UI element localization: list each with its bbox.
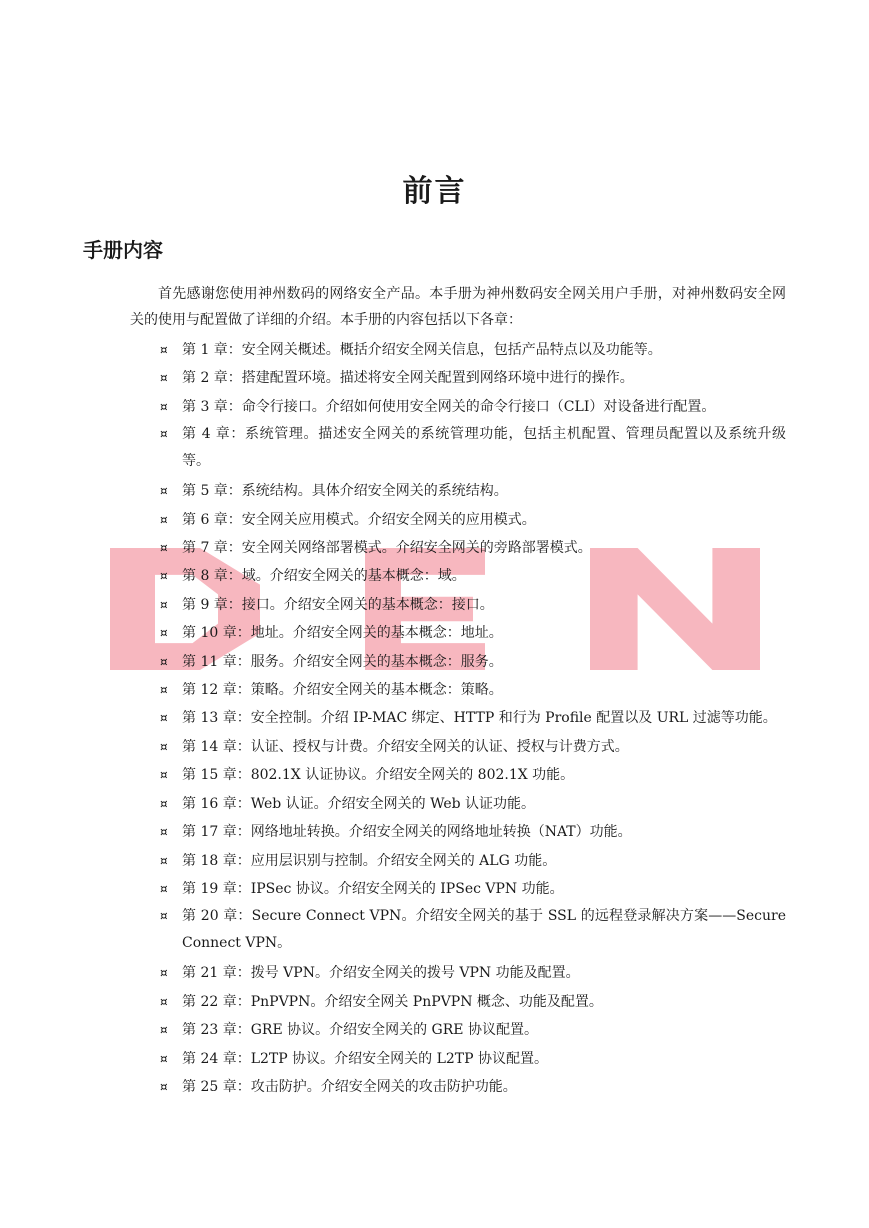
chapter-list-item [130, 676, 786, 704]
chapter-text: 第 13 章：安全控制。介绍 IP-MAC 绑定、HTTP 和行为 Profile 配置以及 URL 过滤等功能。 [182, 710, 777, 727]
chapter-list-item [130, 847, 786, 875]
chapter-text: 第 4 章：系统管理。描述安全网关的系统管理功能，包括主机配置、管理员配置以及系统升级等。 [182, 426, 786, 470]
bullet-icon: ¤ [160, 1079, 168, 1094]
chapter-text: 第 7 章：安全网关网络部署模式。介绍安全网关的旁路部署模式。 [182, 540, 592, 557]
chapter-list-item [130, 591, 786, 619]
chapter-list-item [130, 562, 786, 590]
chapter-list-item [130, 903, 786, 959]
bullet-icon: ¤ [160, 739, 168, 754]
bullet-icon: ¤ [160, 371, 168, 386]
chapter-text: 第 23 章：GRE 协议。介绍安全网关的 GRE 协议配置。 [182, 1022, 538, 1039]
chapter-text: 第 19 章：IPSec 协议。介绍安全网关的 IPSec VPN 功能。 [182, 880, 564, 897]
chapter-text: 第 3 章：命令行接口。介绍如何使用安全网关的命令行接口（CLI）对设备进行配置。 [182, 398, 716, 415]
chapter-list-item [130, 790, 786, 818]
chapter-list-item [130, 393, 786, 421]
chapter-list-item [130, 818, 786, 846]
chapter-list-item [130, 506, 786, 534]
bullet-icon: ¤ [160, 597, 168, 612]
chapter-text: 第 11 章：服务。介绍安全网关的基本概念：服务。 [182, 653, 503, 670]
bullet-icon: ¤ [160, 909, 168, 924]
chapter-text: 第 12 章：策略。介绍安全网关的基本概念：策略。 [182, 682, 503, 699]
chapter-list-item [130, 364, 786, 392]
chapter-text: 第 15 章：802.1X 认证协议。介绍安全网关的 802.1X 功能。 [182, 767, 575, 784]
bullet-icon: ¤ [160, 966, 168, 981]
chapter-text: 第 18 章：应用层识别与控制。介绍安全网关的 ALG 功能。 [182, 852, 557, 869]
chapter-text: 第 25 章：攻击防护。介绍安全网关的攻击防护功能。 [182, 1078, 517, 1095]
chapter-list-item [130, 761, 786, 789]
chapter-text: 第 8 章：域。介绍安全网关的基本概念：域。 [182, 568, 466, 585]
bullet-icon: ¤ [160, 399, 168, 414]
section-heading: 手册内容 [83, 238, 163, 262]
chapter-list-item [130, 534, 786, 562]
chapter-list-item [130, 619, 786, 647]
bullet-icon: ¤ [160, 1051, 168, 1066]
chapter-list-item [130, 875, 786, 903]
bullet-icon: ¤ [160, 853, 168, 868]
bullet-icon: ¤ [160, 683, 168, 698]
chapter-text: 第 2 章：搭建配置环境。描述将安全网关配置到网络环境中进行的操作。 [182, 370, 634, 387]
chapter-list [130, 336, 786, 1101]
chapter-list-item [130, 988, 786, 1016]
chapter-list-item [130, 1045, 786, 1073]
bullet-icon: ¤ [160, 626, 168, 641]
chapter-list-item [130, 1016, 786, 1044]
chapter-list-item [130, 704, 786, 732]
chapter-list-item [130, 733, 786, 761]
chapter-list-item [130, 336, 786, 364]
bullet-icon: ¤ [160, 569, 168, 584]
bullet-icon: ¤ [160, 512, 168, 527]
chapter-list-item [130, 959, 786, 987]
bullet-icon: ¤ [160, 484, 168, 499]
bullet-icon: ¤ [160, 541, 168, 556]
chapter-text: 第 5 章：系统结构。具体介绍安全网关的系统结构。 [182, 483, 508, 500]
chapter-list-item [130, 1073, 786, 1101]
bullet-icon: ¤ [160, 768, 168, 783]
chapter-text: 第 21 章：拨号 VPN。介绍安全网关的拨号 VPN 功能及配置。 [182, 965, 580, 982]
chapter-text: 第 24 章：L2TP 协议。介绍安全网关的 L2TP 协议配置。 [182, 1050, 548, 1067]
chapter-list-item [130, 477, 786, 505]
page-title: 前言 [402, 174, 467, 209]
chapter-text: 第 1 章：安全网关概述。概括介绍安全网关信息，包括产品特点以及功能等。 [182, 342, 662, 358]
bullet-icon: ¤ [160, 1023, 168, 1038]
chapter-text: 第 10 章：地址。介绍安全网关的基本概念：地址。 [182, 625, 503, 642]
chapter-text: 第 14 章：认证、授权与计费。介绍安全网关的认证、授权与计费方式。 [182, 738, 629, 755]
chapter-text: 第 22 章：PnPVPN。介绍安全网关 PnPVPN 概念、功能及配置。 [182, 993, 603, 1010]
bullet-icon: ¤ [160, 654, 168, 669]
chapter-list-item [130, 421, 786, 477]
bullet-icon: ¤ [160, 711, 168, 726]
bullet-icon: ¤ [160, 825, 168, 840]
chapter-text: 第 9 章：接口。介绍安全网关的基本概念：接口。 [182, 596, 494, 613]
bullet-icon: ¤ [160, 343, 168, 357]
chapter-text: 第 17 章：网络地址转换。介绍安全网关的网络地址转换（NAT）功能。 [182, 824, 632, 841]
intro-paragraph: 首先感谢您使用神州数码的网络安全产品。本手册为神州数码安全网关用户手册，对神州数码安全网关的使用与配置做了详细的介绍。本手册的内容包括以下各章： [130, 286, 786, 328]
bullet-icon: ¤ [160, 796, 168, 811]
chapter-text: 第 16 章：Web 认证。介绍安全网关的 Web 认证功能。 [182, 795, 536, 812]
chapter-text: 第 20 章：Secure Connect VPN。介绍安全网关的基于 SSL 的远程登录解决方案——Secure Connect VPN。 [182, 908, 786, 952]
chapter-list-item [130, 648, 786, 676]
chapter-text: 第 6 章：安全网关应用模式。介绍安全网关的应用模式。 [182, 511, 536, 528]
bullet-icon: ¤ [160, 881, 168, 896]
bullet-icon: ¤ [160, 994, 168, 1009]
bullet-icon: ¤ [160, 427, 168, 442]
